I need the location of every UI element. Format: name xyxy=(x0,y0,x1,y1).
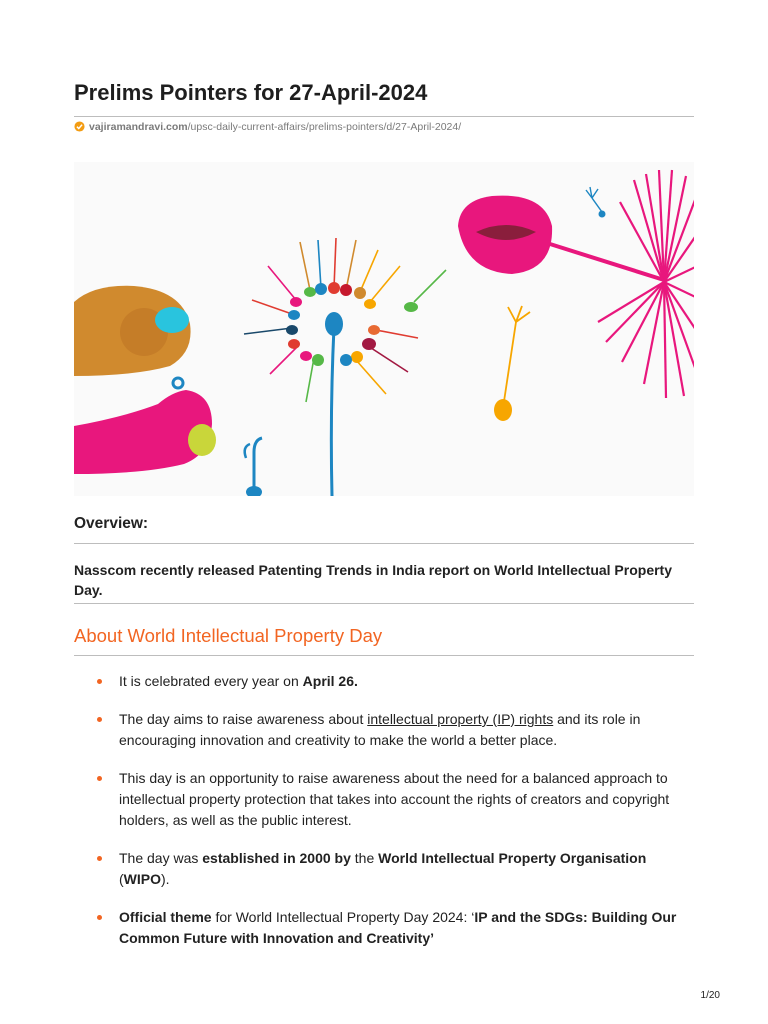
bullet-icon xyxy=(97,679,102,684)
overview-divider xyxy=(74,543,694,544)
bullet-icon xyxy=(97,717,102,722)
text: ( xyxy=(119,871,124,887)
source-link[interactable] xyxy=(74,121,461,133)
text: It is celebrated every year on xyxy=(119,673,303,689)
page-title: Prelims Pointers for 27-April-2024 xyxy=(74,80,428,105)
page-number: 1/20 xyxy=(700,990,720,1001)
list-item xyxy=(74,709,694,751)
bold-text: April 26. xyxy=(302,673,358,689)
hero-illustration xyxy=(74,162,694,496)
title-divider xyxy=(74,116,694,117)
bold-text: established in 2000 by xyxy=(202,850,351,866)
list-item xyxy=(74,671,694,692)
source-path: /upsc-daily-current-affairs/prelims-pointers/d/27-April-2024/ xyxy=(187,121,462,133)
section-heading: About World Intellectual Property Day xyxy=(74,625,383,646)
list-item xyxy=(74,768,694,831)
text: the xyxy=(350,850,379,866)
source-domain: vajiramandravi.com xyxy=(89,121,188,133)
overview-heading: Overview: xyxy=(74,515,149,532)
text: for World Intellectual Property Day 2024: ‘ xyxy=(211,909,475,925)
section-divider xyxy=(74,655,694,656)
bold-text: WIPO xyxy=(123,871,162,887)
list-item xyxy=(74,848,694,890)
text: The day aims to raise awareness about xyxy=(119,711,368,727)
overview-text-divider xyxy=(74,603,694,604)
text: and its role in encouraging innovation and creativity to make the world a better place. xyxy=(119,711,641,748)
ip-rights-link[interactable]: intellectual property (IP) rights xyxy=(367,711,554,727)
bullet-icon xyxy=(97,776,102,781)
list-item xyxy=(74,907,694,949)
text: The day was xyxy=(119,850,203,866)
bold-text: World Intellectual Property Organisation xyxy=(378,850,647,866)
facts-list xyxy=(74,671,694,966)
text: This day is an opportunity to raise awareness about the need for a balanced approach to intellectual property protection that takes into account the rights of creators and copyright holders, as well as the public interest. xyxy=(119,770,670,828)
overview-text: Nasscom recently released Patenting Trends in India report on World Intellectual Property Day. xyxy=(74,562,673,598)
bullet-icon xyxy=(97,856,102,861)
text: ). xyxy=(161,871,170,887)
bold-text: Official theme xyxy=(119,909,212,925)
bold-text: IP and the SDGs: Building Our Common Future with Innovation and Creativity’ xyxy=(119,909,677,946)
site-favicon-icon xyxy=(74,121,85,132)
bullet-icon xyxy=(97,915,102,920)
